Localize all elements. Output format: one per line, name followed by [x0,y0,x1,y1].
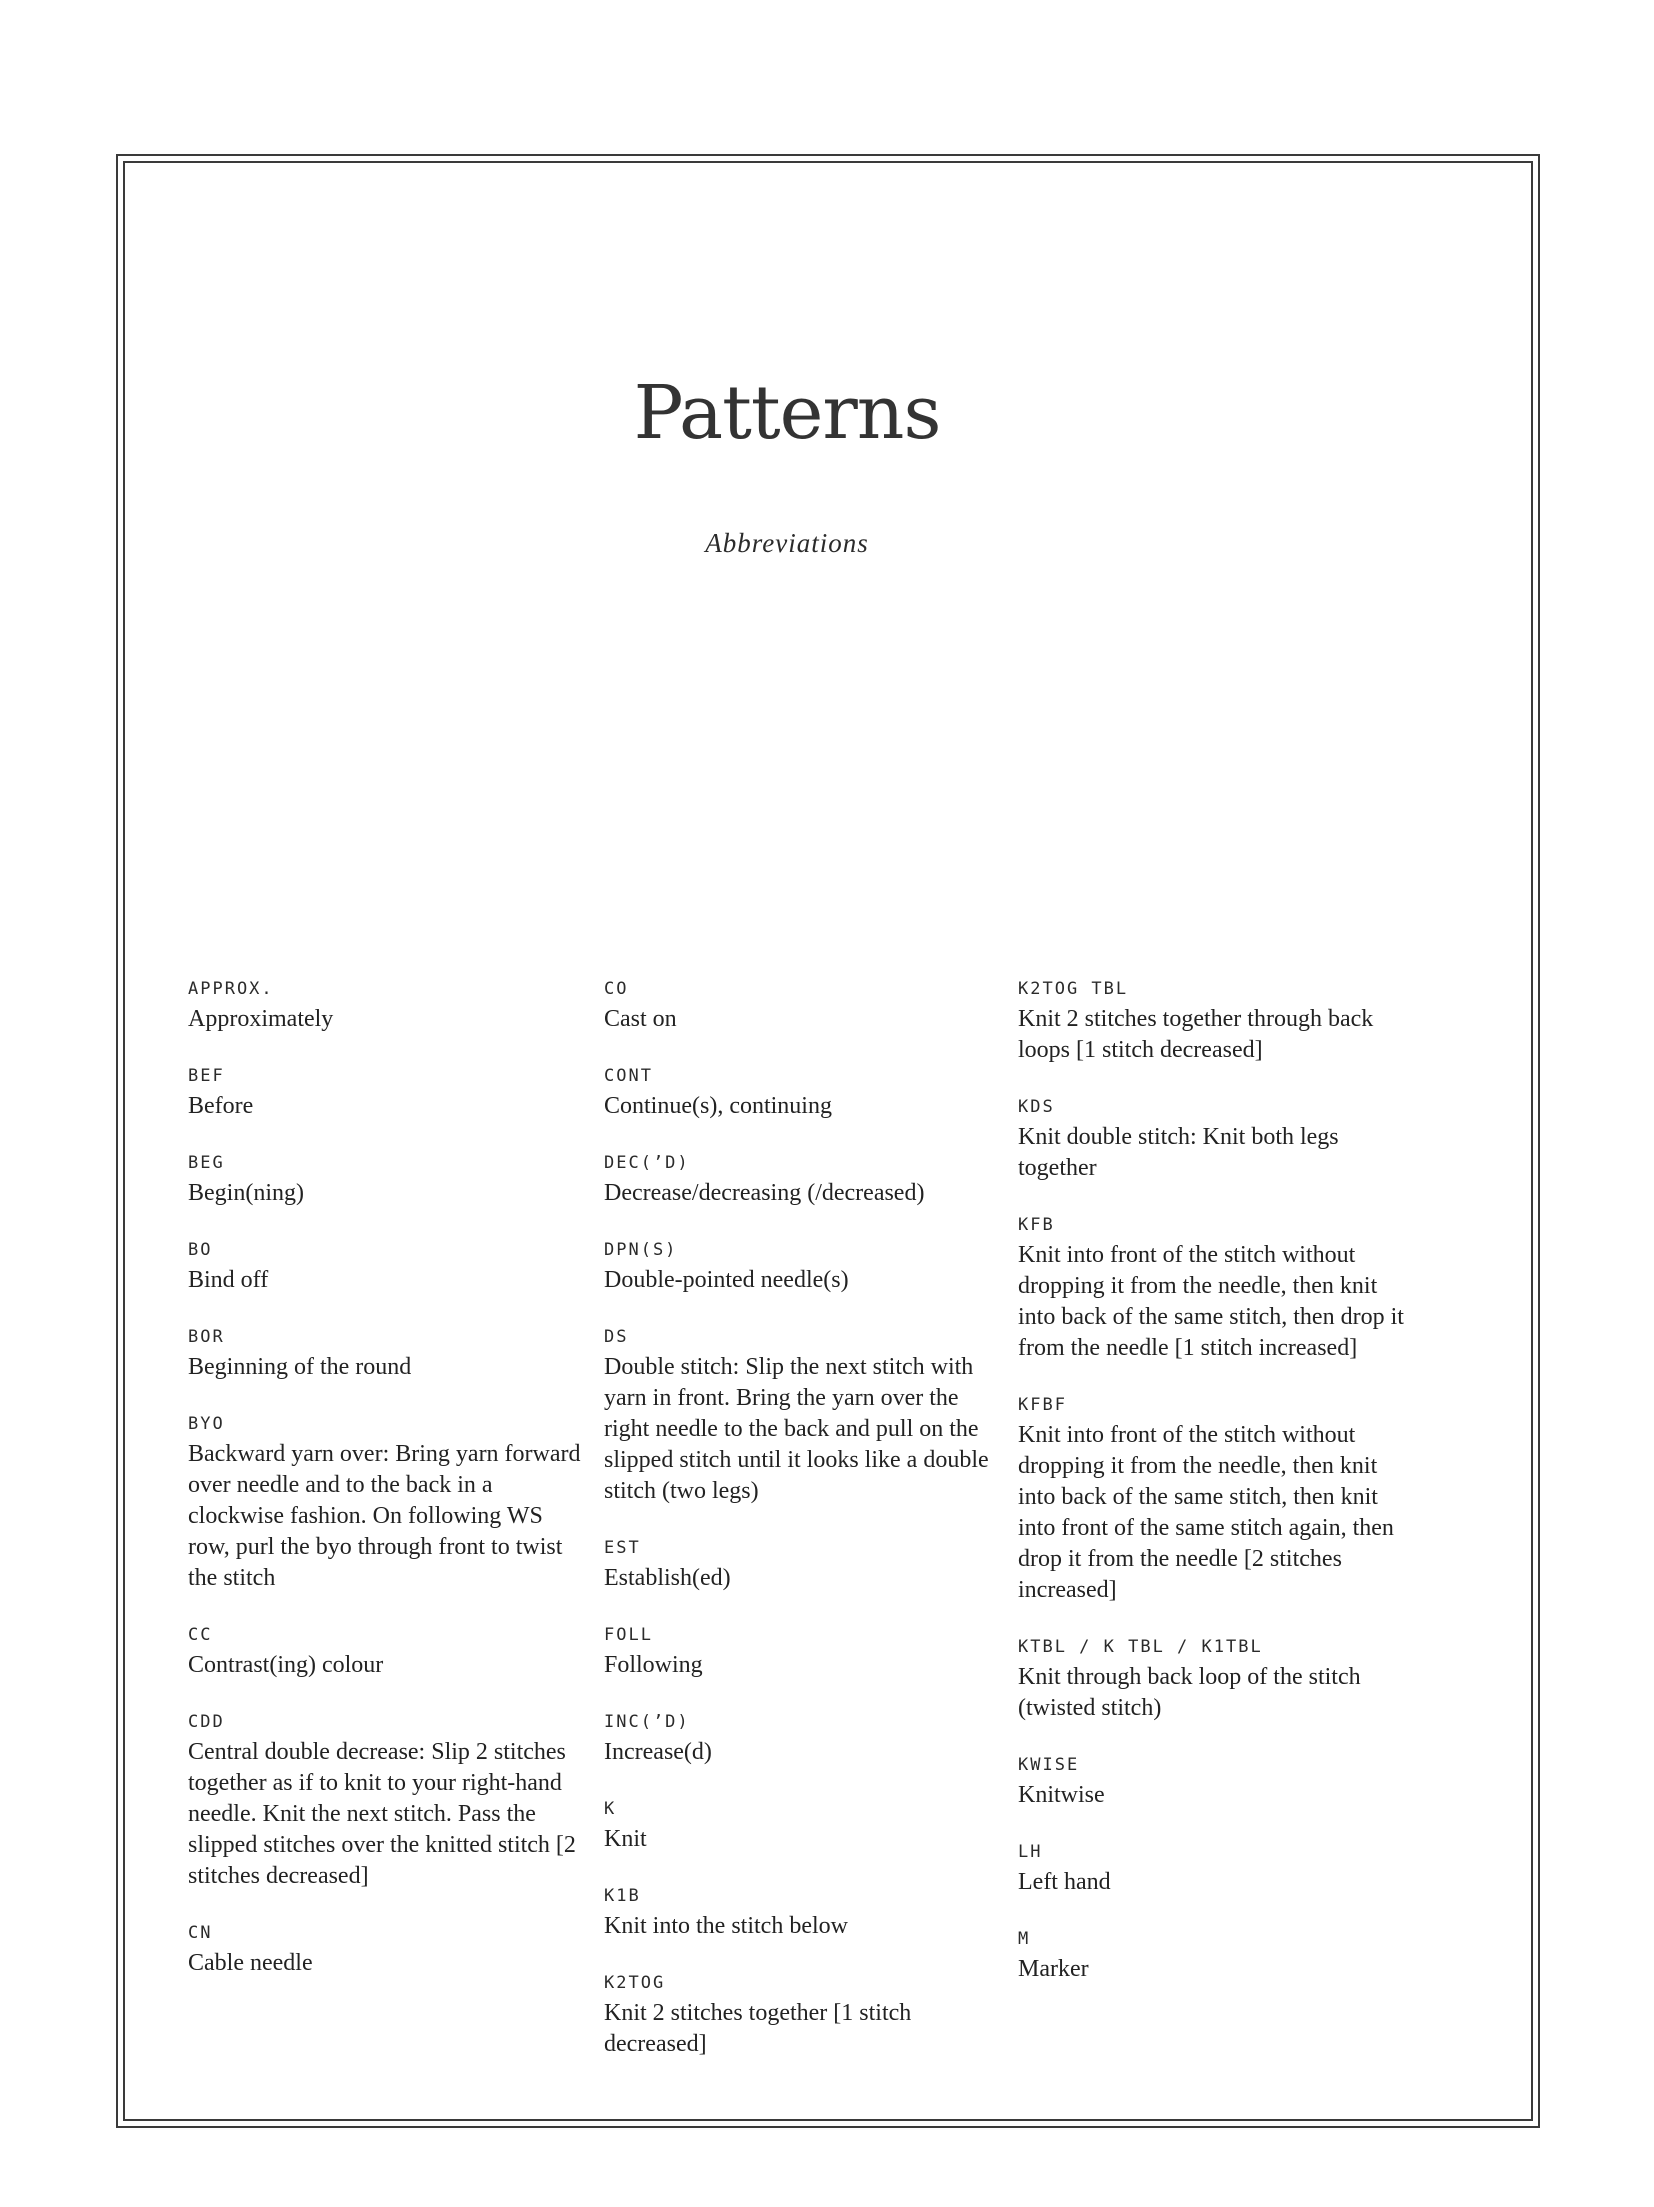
abbreviation-term: CO [604,979,629,999]
abbreviation-entry [188,1062,583,1122]
abbreviation-entry [604,1969,999,2060]
abbreviation-definition: Increase(d) [604,1739,712,1765]
abbreviation-term: INC(’D) [604,1712,690,1732]
abbreviation-entry [604,1149,999,1209]
abbreviation-term: K2TOG TBL [1018,979,1129,999]
abbreviation-definition: Knit 2 stitches together [1 stitch decreased] [604,2000,912,2057]
abbreviation-entry [188,975,583,1035]
abbreviation-term: BOR [188,1327,225,1347]
abbreviation-entry [188,1323,583,1383]
abbreviation-entry [1018,1391,1413,1606]
abbreviation-definition: Establish(ed) [604,1565,731,1591]
abbreviation-definition: Contrast(ing) colour [188,1652,384,1678]
abbreviation-term: KWISE [1018,1755,1080,1775]
abbreviation-definition: Marker [1018,1956,1089,1982]
abbreviation-term: KTBL / K TBL / K1TBL [1018,1637,1263,1657]
abbreviation-term: DEC(’D) [604,1153,690,1173]
abbreviation-definition: Knit double stitch: Knit both legs together [1018,1124,1339,1181]
abbreviation-definition: Central double decrease: Slip 2 stitches together as if to knit to your right-hand needle. Knit the next stitch. Pass the slipped stitches over the knitted stitch [2 stitches decreased] [188,1739,576,1889]
abbreviation-entry [188,1149,583,1209]
abbreviation-column-3 [1018,975,1413,2012]
abbreviation-entry [604,1236,999,1296]
abbreviation-entry [188,1236,583,1296]
abbreviation-entry [604,975,999,1035]
abbreviation-definition: Knit into front of the stitch without dropping it from the needle, then knit into back of the same stitch, then knit into front of the same stitch again, then drop it from the needle [2 stitches increased] [1018,1422,1394,1603]
page-title: Patterns [633,370,941,456]
abbreviation-definition: Bind off [188,1267,269,1293]
abbreviation-entry [188,1708,583,1892]
abbreviation-column-2 [604,975,999,2087]
abbreviation-definition: Knit through back loop of the stitch (twisted stitch) [1018,1664,1361,1721]
abbreviation-definition: Double-pointed needle(s) [604,1267,849,1293]
abbreviation-term: M [1018,1929,1031,1949]
abbreviation-term: BYO [188,1414,225,1434]
abbreviation-definition: Cast on [604,1006,677,1032]
page-subtitle: Abbreviations [705,528,869,558]
abbreviation-entry [1018,1838,1413,1898]
abbreviation-entry [604,1708,999,1768]
abbreviation-definition: Before [188,1093,254,1119]
abbreviation-definition: Left hand [1018,1869,1111,1895]
abbreviation-definition: Cable needle [188,1950,313,1976]
abbreviation-entry [604,1621,999,1681]
abbreviation-term: FOLL [604,1625,653,1645]
abbreviation-term: KDS [1018,1097,1055,1117]
abbreviation-definition: Following [604,1652,703,1678]
abbreviation-definition: Approximately [188,1006,334,1032]
abbreviation-term: KFBF [1018,1395,1067,1415]
abbreviation-column-1 [188,975,583,2006]
abbreviation-entry [188,1621,583,1681]
abbreviation-definition: Knit into the stitch below [604,1913,848,1939]
abbreviation-entry [1018,1093,1413,1184]
abbreviation-definition: Double stitch: Slip the next stitch with yarn in front. Bring the yarn over the right needle to the back and pull on the slipped stitch until it looks like a double stitch (two legs) [604,1354,989,1504]
abbreviation-term: EST [604,1538,641,1558]
abbreviation-definition: Begin(ning) [188,1180,304,1206]
abbreviation-term: CC [188,1625,213,1645]
abbreviation-entry [1018,975,1413,1066]
abbreviation-term: K1B [604,1886,641,1906]
abbreviation-entry [188,1919,583,1979]
abbreviation-entry [1018,1925,1413,1985]
abbreviation-term: CDD [188,1712,225,1732]
abbreviation-definition: Knit [604,1826,647,1852]
abbreviation-entry [604,1534,999,1594]
abbreviation-entry [1018,1751,1413,1811]
abbreviation-definition: Decrease/decreasing (/decreased) [604,1180,925,1206]
abbreviation-definition: Knit 2 stitches together through back loops [1 stitch decreased] [1018,1006,1374,1063]
abbreviation-term: CONT [604,1066,653,1086]
abbreviation-term: CN [188,1923,213,1943]
abbreviation-definition: Continue(s), continuing [604,1093,832,1119]
abbreviation-entry [1018,1633,1413,1724]
abbreviation-entry [188,1410,583,1594]
abbreviation-definition: Knit into front of the stitch without dropping it from the needle, then knit into back of the same stitch, then drop it from the needle [1 stitch increased] [1018,1242,1404,1361]
abbreviation-term: BO [188,1240,213,1260]
abbreviation-term: DS [604,1327,629,1347]
abbreviation-entry [604,1062,999,1122]
abbreviation-term: APPROX. [188,979,274,999]
abbreviation-entry [1018,1211,1413,1364]
abbreviation-term: K [604,1799,617,1819]
abbreviation-definition: Backward yarn over: Bring yarn forward over needle and to the back in a clockwise fashion. On following WS row, purl the byo through front to twist the stitch [188,1441,581,1591]
abbreviation-term: K2TOG [604,1973,666,1993]
abbreviation-entry [604,1795,999,1855]
abbreviation-term: BEF [188,1066,225,1086]
abbreviation-term: KFB [1018,1215,1055,1235]
abbreviation-definition: Beginning of the round [188,1354,412,1380]
abbreviation-term: BEG [188,1153,225,1173]
abbreviation-term: LH [1018,1842,1043,1862]
abbreviation-definition: Knitwise [1018,1782,1105,1808]
abbreviation-term: DPN(S) [604,1240,678,1260]
abbreviation-entry [604,1323,999,1507]
abbreviation-entry [604,1882,999,1942]
